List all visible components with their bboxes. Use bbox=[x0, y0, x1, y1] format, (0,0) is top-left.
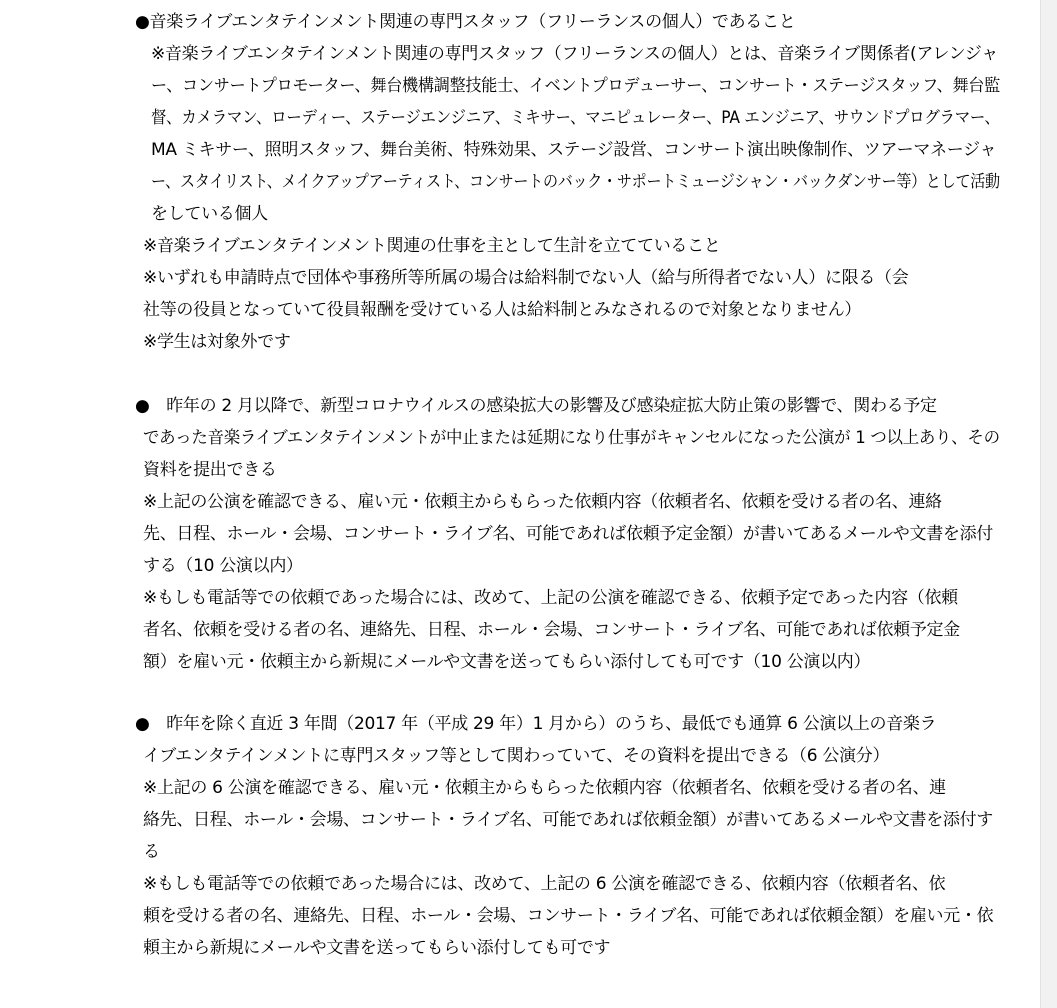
note-line: ※上記の 6 公演を確認できる、雇い元・依頼主からもらった依頼内容（依頼者名、依頼を受ける者の名、連 bbox=[143, 778, 946, 798]
bullet-heading: ● 昨年を除く直近 3 年間（2017 年（平成 29 年）1 月から）のうち、最低でも通算 6 公演以上の音楽ラ bbox=[135, 714, 937, 734]
note-line: 者名、依頼を受ける者の名、連絡先、日程、ホール・会場、コンサート・ライブ名、可能であれば依頼予定金 bbox=[143, 620, 960, 640]
note-line: 頼主から新規にメールや文書を送ってもらい添付しても可です bbox=[143, 938, 611, 958]
note-line: る bbox=[143, 842, 160, 862]
note-line: ※音楽ライブエンタテインメント関連の仕事を主として生計を立てていること bbox=[143, 236, 721, 256]
bullet-heading: ● 昨年の 2 月以降で、新型コロナウイルスの感染拡大の影響及び感染症拡大防止策の影響で、関わる予定 bbox=[135, 396, 937, 416]
note-line: ※もしも電話等での依頼であった場合には、改めて、上記の公演を確認できる、依頼予定であった内容（依頼 bbox=[143, 588, 958, 608]
vertical-scrollbar[interactable] bbox=[1040, 0, 1057, 1008]
note-line: 絡先、日程、ホール・会場、コンサート・ライブ名、可能であれば依頼金額）が書いてあるメールや文書を添付す bbox=[143, 810, 993, 830]
body-line: イブエンタテインメントに専門スタッフ等として関わっていて、その資料を提出できる（6 公演分） bbox=[143, 746, 890, 766]
body-line: であった音楽ライブエンタテインメントが中止または延期になり仕事がキャンセルになった公演が 1 つ以上あり、その bbox=[143, 428, 1000, 448]
note-line: ※学生は対象外です bbox=[143, 332, 291, 352]
note-line: 督、カメラマン、ローディー、ステージエンジニア、ミキサー、マニピュレーター、PA エンジニア、サウンドプログラマー、 bbox=[151, 108, 1000, 128]
note-line: ※もしも電話等での依頼であった場合には、改めて、上記の 6 公演を確認できる、依頼内容（依頼者名、依 bbox=[143, 874, 946, 894]
note-line: 額）を雇い元・依頼主から新規にメールや文書を送ってもらい添付しても可です（10 公演以内） bbox=[143, 652, 871, 672]
note-line: MA ミキサー、照明スタッフ、舞台美術、特殊効果、ステージ設営、コンサート演出映像制作、ツアーマネージャ bbox=[151, 140, 997, 160]
note-line: 社等の役員となっていて役員報酬を受けている人は給料制とみなされるので対象となりません） bbox=[143, 300, 862, 320]
body-line: 資料を提出できる bbox=[143, 460, 277, 480]
note-line: 先、日程、ホール・会場、コンサート・ライブ名、可能であれば依頼予定金額）が書いてあるメールや文書を添付 bbox=[143, 524, 993, 544]
note-line: する（10 公演以内） bbox=[143, 556, 303, 576]
note-line: ー、コンサートプロモーター、舞台機構調整技能士、イベントプロデューサー、コンサート・ステージスタッフ、舞台監 bbox=[151, 76, 1000, 96]
note-line: ー、スタイリスト、メイクアップアーティスト、コンサートのバック・サポートミュージシャン・バックダンサー等）として活動 bbox=[151, 172, 1000, 192]
bullet-heading: ●音楽ライブエンタテインメント関連の専門スタッフ（フリーランスの個人）であること bbox=[135, 12, 796, 32]
note-line: 頼を受ける者の名、連絡先、日程、ホール・会場、コンサート・ライブ名、可能であれば依頼金額）を雇い元・依 bbox=[143, 906, 994, 926]
note-line: をしている個人 bbox=[151, 204, 268, 224]
note-line: ※いずれも申請時点で団体や事務所等所属の場合は給料制でない人（給与所得者でない人）に限る（会 bbox=[143, 268, 909, 288]
note-line: ※音楽ライブエンタテインメント関連の専門スタッフ（フリーランスの個人）とは、音楽ライブ関係者(アレンジャ bbox=[151, 44, 998, 64]
note-line: ※上記の公演を確認できる、雇い元・依頼主からもらった依頼内容（依頼者名、依頼を受ける者の名、連絡 bbox=[143, 492, 942, 512]
